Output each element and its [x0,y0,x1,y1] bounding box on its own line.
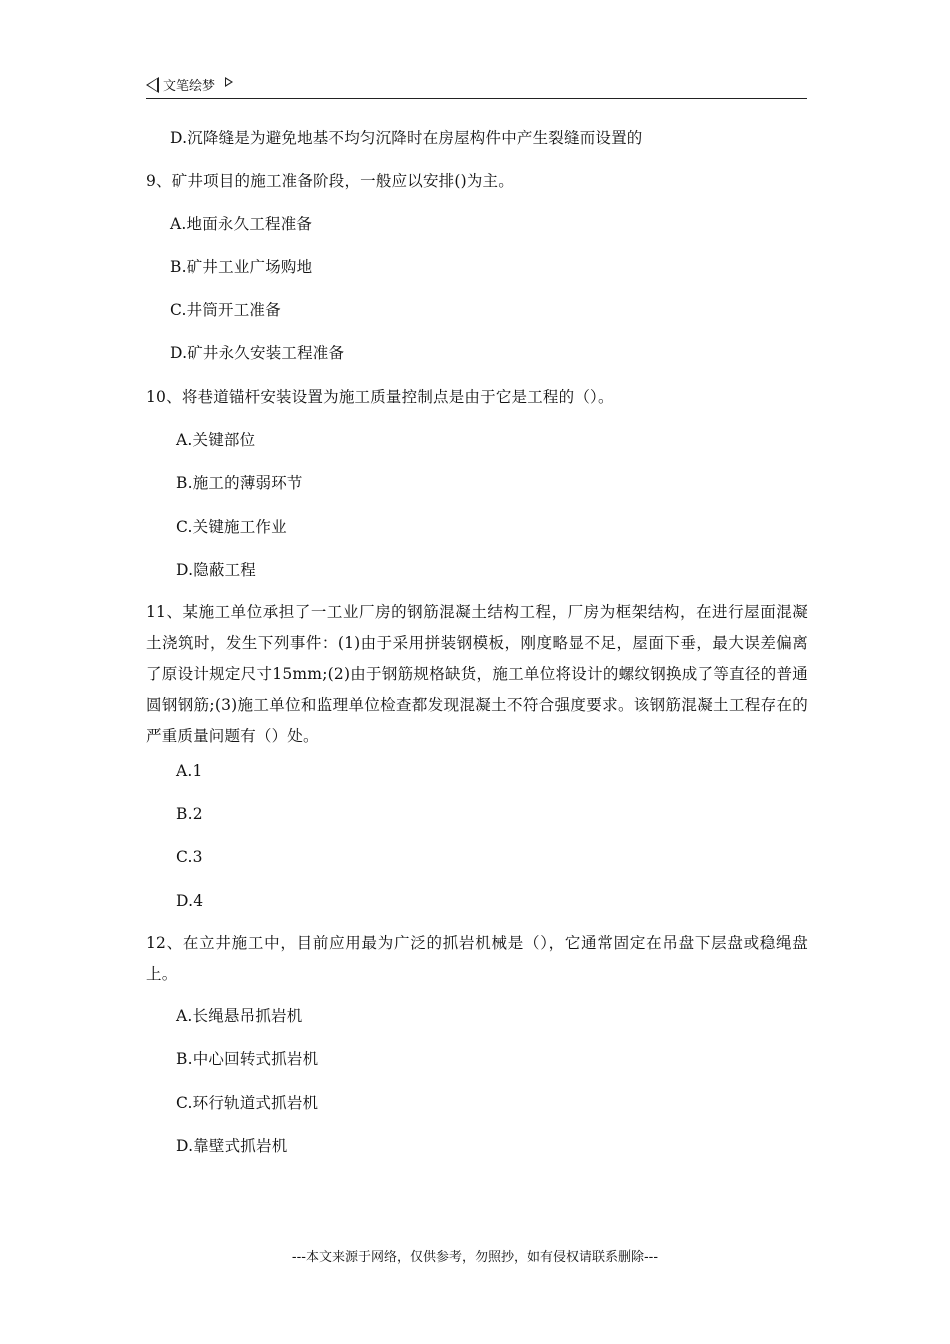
q11-option-b: B.2 [176,805,203,823]
question-10: 10、将巷道锚杆安装设置为施工质量控制点是由于它是工程的（）。 [146,388,614,406]
q11-option-c: C.3 [176,848,203,866]
footer-disclaimer: ---本文来源于网络，仅供参考，勿照抄，如有侵权请联系删除--- [291,1250,659,1265]
triangle-right-icon [225,77,233,87]
q10-option-a: A.关键部位 [176,431,256,449]
q11-option-a: A.1 [176,762,203,780]
question-11: 11、某施工单位承担了一工业厂房的钢筋混凝土结构工程，厂房为框架结构，在进行屋面混凝土浇筑时，发生下列事件：(1)由于采用拼装钢模板，刚度略显不足，屋面下垂，最大误差偏离了原设计规定尺寸15mm;(2)由于钢筋规格缺货，施工单位将设计的螺纹钢换成了等直径的普通圆钢钢筋;(3)施工单位和监理单位检查都发现混凝土不符合强度要求。该钢筋混凝土工程存在的严重质量问题有（）处。 [146,603,808,745]
q9-option-b: B.矿井工业广场购地 [170,258,313,276]
brand [146,75,233,94]
brand-title: 文笔绘梦 [163,79,216,94]
question-12: 12、在立井施工中，目前应用最为广泛的抓岩机械是（），它通常固定在吊盘下层盘或稳绳盘上。 [146,934,808,983]
triangle-left-icon [146,77,159,93]
q9-option-d: D.矿井永久安装工程准备 [170,344,345,362]
q9-option-c: C.井筒开工准备 [170,301,281,319]
question-9: 9、矿井项目的施工准备阶段，一般应以安排()为主。 [146,172,514,190]
q9-option-a: A.地面永久工程准备 [170,215,313,233]
q12-option-a: A.长绳悬吊抓岩机 [176,1007,303,1025]
page-header [146,74,807,99]
q12-option-b: B.中心回转式抓岩机 [176,1050,319,1068]
q10-option-d: D.隐蔽工程 [176,561,257,579]
q8-option-d: D.沉降缝是为避免地基不均匀沉降时在房屋构件中产生裂缝而设置的 [170,129,643,147]
q12-option-d: D.靠壁式抓岩机 [176,1137,288,1155]
q12-option-c: C.环行轨道式抓岩机 [176,1094,319,1112]
q10-option-c: C.关键施工作业 [176,518,287,536]
q11-option-d: D.4 [176,892,204,910]
q10-option-b: B.施工的薄弱环节 [176,474,303,492]
